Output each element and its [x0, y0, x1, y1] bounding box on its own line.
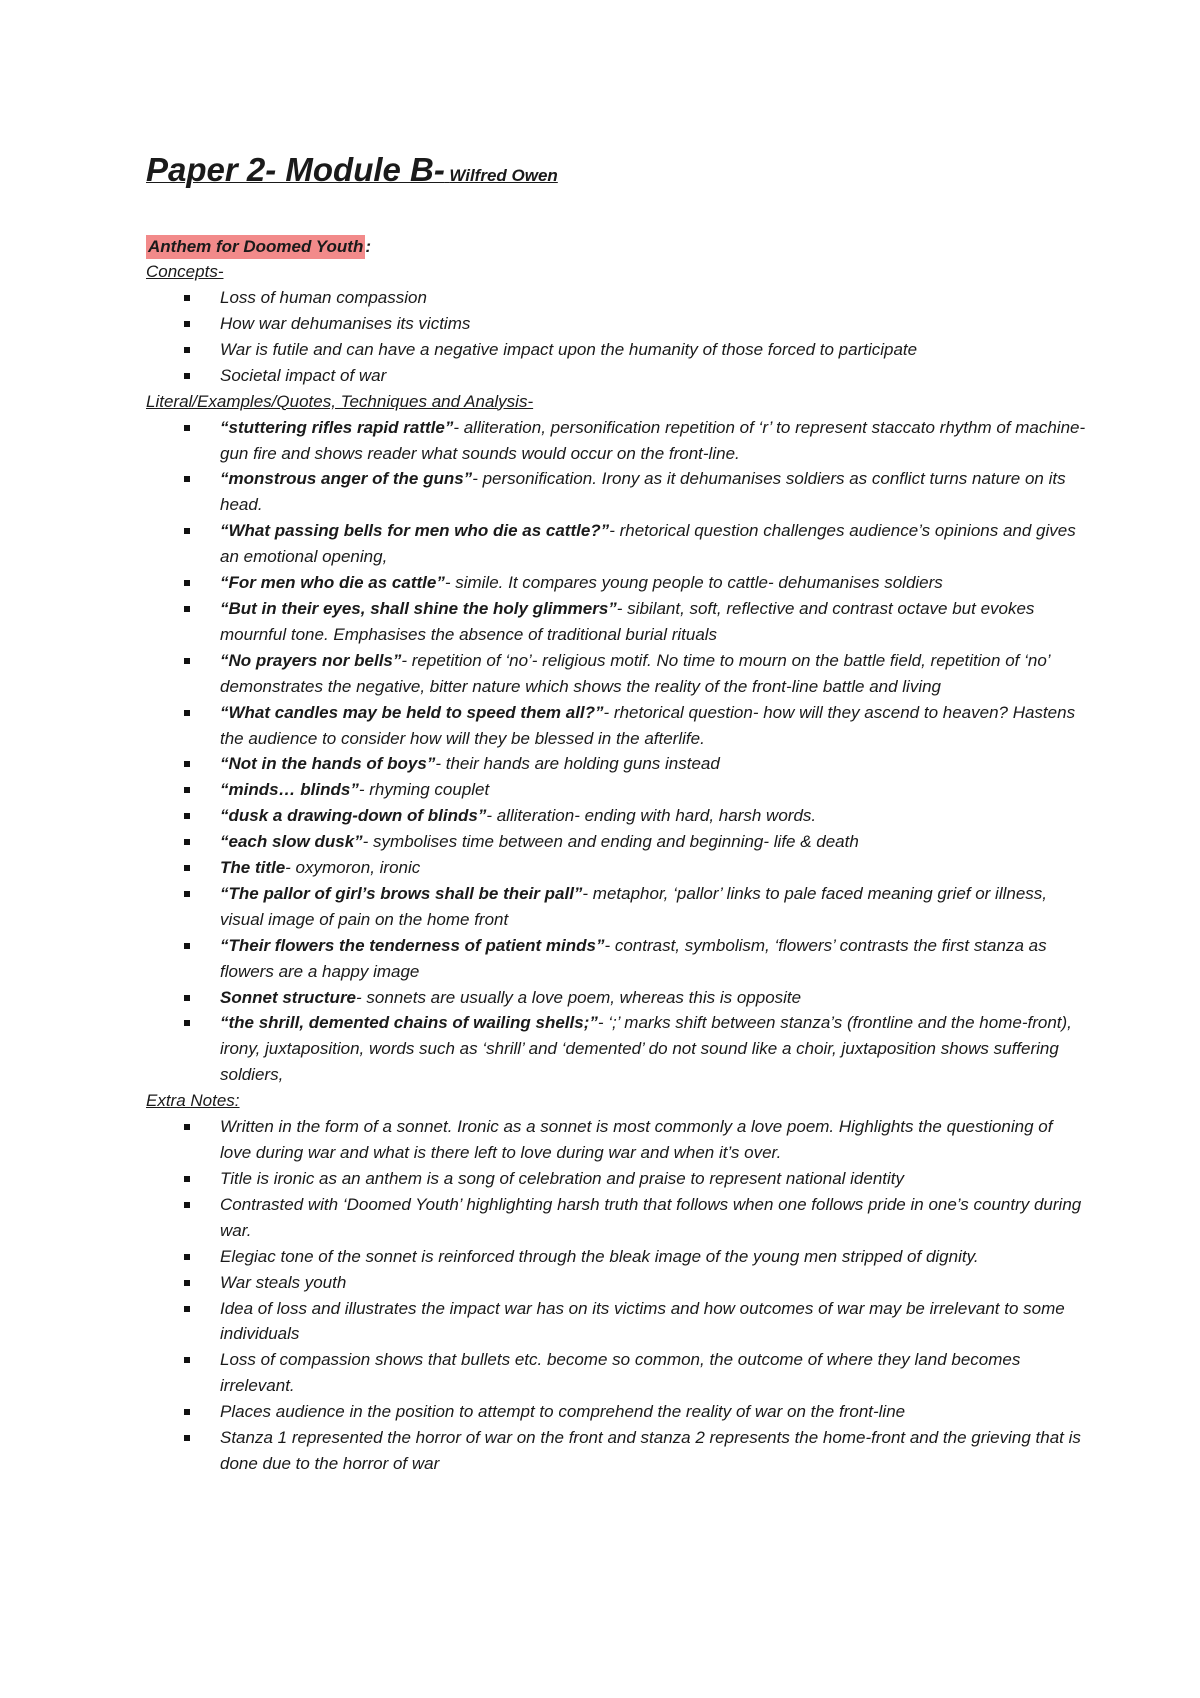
page-title	[146, 148, 1086, 199]
bullet-icon	[184, 1176, 190, 1182]
list-item	[220, 829, 1086, 855]
quote-text: “minds… blinds”	[220, 780, 359, 800]
list-item-text: Societal impact of war	[220, 365, 387, 385]
list-item-text: Loss of human compassion	[220, 288, 427, 307]
analysis-text: - metaphor, ‘pallor’ links to pale faced meaning grief or illness, visual image of pain on the home front	[220, 883, 1048, 929]
list-item	[220, 855, 1086, 881]
list-item-text: How war dehumanises its victims	[220, 313, 471, 333]
quote-text: “What passing bells for men who die as cattle?”	[220, 521, 610, 541]
document-page	[146, 148, 1086, 1477]
list-item	[220, 285, 1086, 311]
quote-text: “Not in the hands of boys”	[220, 754, 436, 774]
quote-text: “Their flowers the tenderness of patient minds”	[220, 935, 605, 955]
analysis-text: - repetition of ‘no’- religious motif. No time to mourn on the battle field, repetition of ‘no’ demonstrates the negative, bitter nature which shows the reality of the front-line battle and living	[220, 650, 1050, 696]
list-item-text: Places audience in the position to attempt to comprehend the reality of war on the front-line	[220, 1402, 906, 1422]
list-item	[220, 881, 1086, 933]
quote-text: “stuttering rifles rapid rattle”	[220, 417, 454, 437]
list-item-text: War is futile and can have a negative impact upon the humanity of those forced to participate	[220, 339, 918, 359]
analysis-text: - rhyming couplet	[358, 780, 490, 800]
list-item	[220, 1010, 1086, 1088]
quote-text: “But in their eyes, shall shine the holy glimmers”	[220, 598, 617, 618]
bullet-icon	[184, 606, 190, 612]
list-item-text: Written in the form of a sonnet. Ironic as a sonnet is most commonly a love poem. Highlights the questioning of love during war and what is there left to love during war and when it’s over.	[220, 1117, 1053, 1163]
list-item	[220, 466, 1086, 518]
list-item-text: Stanza 1 represented the horror of war on the front and stanza 2 represents the home-front and the grieving that is done due to the horror of war	[220, 1428, 1081, 1473]
literal-heading: Literal/Examples/Quotes, Techniques and Analysis-	[146, 391, 534, 411]
extra-notes-heading: Extra Notes:	[146, 1091, 240, 1111]
analysis-text: - symbolises time between and ending and beginning- life & death	[362, 832, 859, 852]
bullet-icon	[184, 1357, 190, 1363]
quote-text: “For men who die as cattle”	[220, 573, 445, 593]
analysis-text: - personification. Irony as it dehumanises soldiers as conflict turns nature on its head.	[220, 469, 1066, 515]
quote-text: “the shrill, demented chains of wailing shells;”	[220, 1013, 598, 1033]
analysis-text: - sonnets are usually a love poem, whereas this is opposite	[356, 987, 802, 1007]
poem-title-line	[146, 235, 1086, 259]
list-item	[220, 1114, 1086, 1166]
analysis-text: - oxymoron, ironic	[285, 858, 421, 878]
bullet-icon	[184, 865, 190, 871]
quote-text: “each slow dusk”	[220, 832, 363, 852]
list-item	[220, 985, 1086, 1011]
list-item-text: Title is ironic as an anthem is a song of celebration and praise to represent national identity	[220, 1169, 905, 1188]
quote-text: The title	[220, 858, 286, 878]
list-item	[220, 1270, 1086, 1296]
bullet-icon	[184, 373, 190, 379]
list-item	[220, 1399, 1086, 1425]
quote-text: “dusk a drawing-down of blinds”	[220, 806, 487, 826]
bullet-icon	[184, 787, 190, 793]
quote-text: Sonnet structure	[220, 987, 357, 1007]
bullet-icon	[184, 761, 190, 767]
quote-text: “What candles may be held to speed them all?”	[220, 702, 604, 722]
list-item-text: Elegiac tone of the sonnet is reinforced through the bleak image of the young men stripped of dignity.	[220, 1246, 979, 1266]
bullet-icon	[184, 425, 190, 431]
list-item	[220, 648, 1086, 700]
list-item	[220, 1425, 1086, 1477]
list-item	[220, 363, 1086, 389]
list-item-text: Contrasted with ‘Doomed Youth’ highlighting harsh truth that follows when one follows pride in one’s country during war.	[220, 1194, 1082, 1240]
list-item	[220, 596, 1086, 648]
analysis-text: - contrast, symbolism, ‘flowers’ contrasts the first stanza as flowers are a happy image	[220, 935, 1047, 981]
analysis-text: - alliteration- ending with hard, harsh words.	[486, 806, 817, 826]
bullet-icon	[184, 347, 190, 353]
list-item	[220, 933, 1086, 985]
list-item	[220, 777, 1086, 803]
bullet-icon	[184, 839, 190, 845]
bullet-icon	[184, 658, 190, 664]
bullet-icon	[184, 1280, 190, 1286]
bullet-icon	[184, 295, 190, 301]
extra-notes-list	[146, 1114, 1086, 1477]
list-item	[220, 1296, 1086, 1348]
bullet-icon	[184, 995, 190, 1001]
list-item-text: War steals youth	[220, 1272, 347, 1292]
analysis-text: - ‘;’ marks shift between stanza’s (frontline and the home-front), irony, juxtaposition, words such as ‘shrill’ and ‘demented’ do not sound like a choir, juxtaposition shows suffering soldiers,	[220, 1013, 1072, 1085]
bullet-icon	[184, 813, 190, 819]
bullet-icon	[184, 943, 190, 949]
bullet-icon	[184, 1124, 190, 1130]
bullet-icon	[184, 1202, 190, 1208]
bullet-icon	[184, 1254, 190, 1260]
quote-text: “monstrous anger of the guns”	[220, 469, 473, 489]
bullet-icon	[184, 1435, 190, 1441]
title-main: Paper 2- Module B-	[146, 151, 445, 188]
analysis-text: - their hands are holding guns instead	[435, 754, 720, 774]
concepts-heading: Concepts-	[146, 262, 224, 281]
analysis-text: - rhetorical question- how will they ascend to heaven? Hastens the audience to consider how will they be blessed in the afterlife.	[220, 702, 1076, 748]
list-item	[220, 700, 1086, 752]
bullet-icon	[184, 1409, 190, 1415]
list-item	[220, 570, 1086, 596]
list-item	[220, 803, 1086, 829]
bullet-icon	[184, 1020, 190, 1026]
list-item	[220, 1166, 1086, 1192]
analysis-text: - rhetorical question challenges audience’s opinions and gives an emotional opening,	[220, 521, 1076, 567]
poem-title-highlight: Anthem for Doomed Youth	[146, 235, 365, 259]
list-item	[220, 518, 1086, 570]
list-item	[220, 337, 1086, 363]
list-item	[220, 1192, 1086, 1244]
title-author: Wilfred Owen	[449, 166, 558, 185]
bullet-icon	[184, 476, 190, 482]
list-item-text: Loss of compassion shows that bullets etc. become so common, the outcome of where they land becomes irrelevant.	[220, 1350, 1021, 1396]
bullet-icon	[184, 580, 190, 586]
list-item	[220, 1244, 1086, 1270]
analysis-text: - alliteration, personification repetition of ‘r’ to represent staccato rhythm of machine-gun fire and shows reader what sounds would occur on the front-line.	[220, 417, 1086, 463]
list-item	[220, 1347, 1086, 1399]
analysis-text: - sibilant, soft, reflective and contrast octave but evokes mournful tone. Emphasises the absence of traditional burial rituals	[220, 598, 1035, 644]
bullet-icon	[184, 528, 190, 534]
poem-title-colon: :	[365, 237, 371, 256]
quote-text: “The pallor of girl’s brows shall be their pall”	[220, 883, 583, 903]
concepts-list	[146, 285, 1086, 389]
analysis-text: - simile. It compares young people to cattle- dehumanises soldiers	[444, 573, 943, 593]
bullet-icon	[184, 1306, 190, 1312]
list-item	[220, 415, 1086, 467]
list-item	[220, 751, 1086, 777]
list-item	[220, 311, 1086, 337]
quote-text: “No prayers nor bells”	[220, 650, 402, 670]
list-item-text: Idea of loss and illustrates the impact war has on its victims and how outcomes of war may be irrelevant to some individuals	[220, 1298, 1065, 1344]
bullet-icon	[184, 321, 190, 327]
bullet-icon	[184, 891, 190, 897]
literal-list	[146, 415, 1086, 1089]
bullet-icon	[184, 710, 190, 716]
